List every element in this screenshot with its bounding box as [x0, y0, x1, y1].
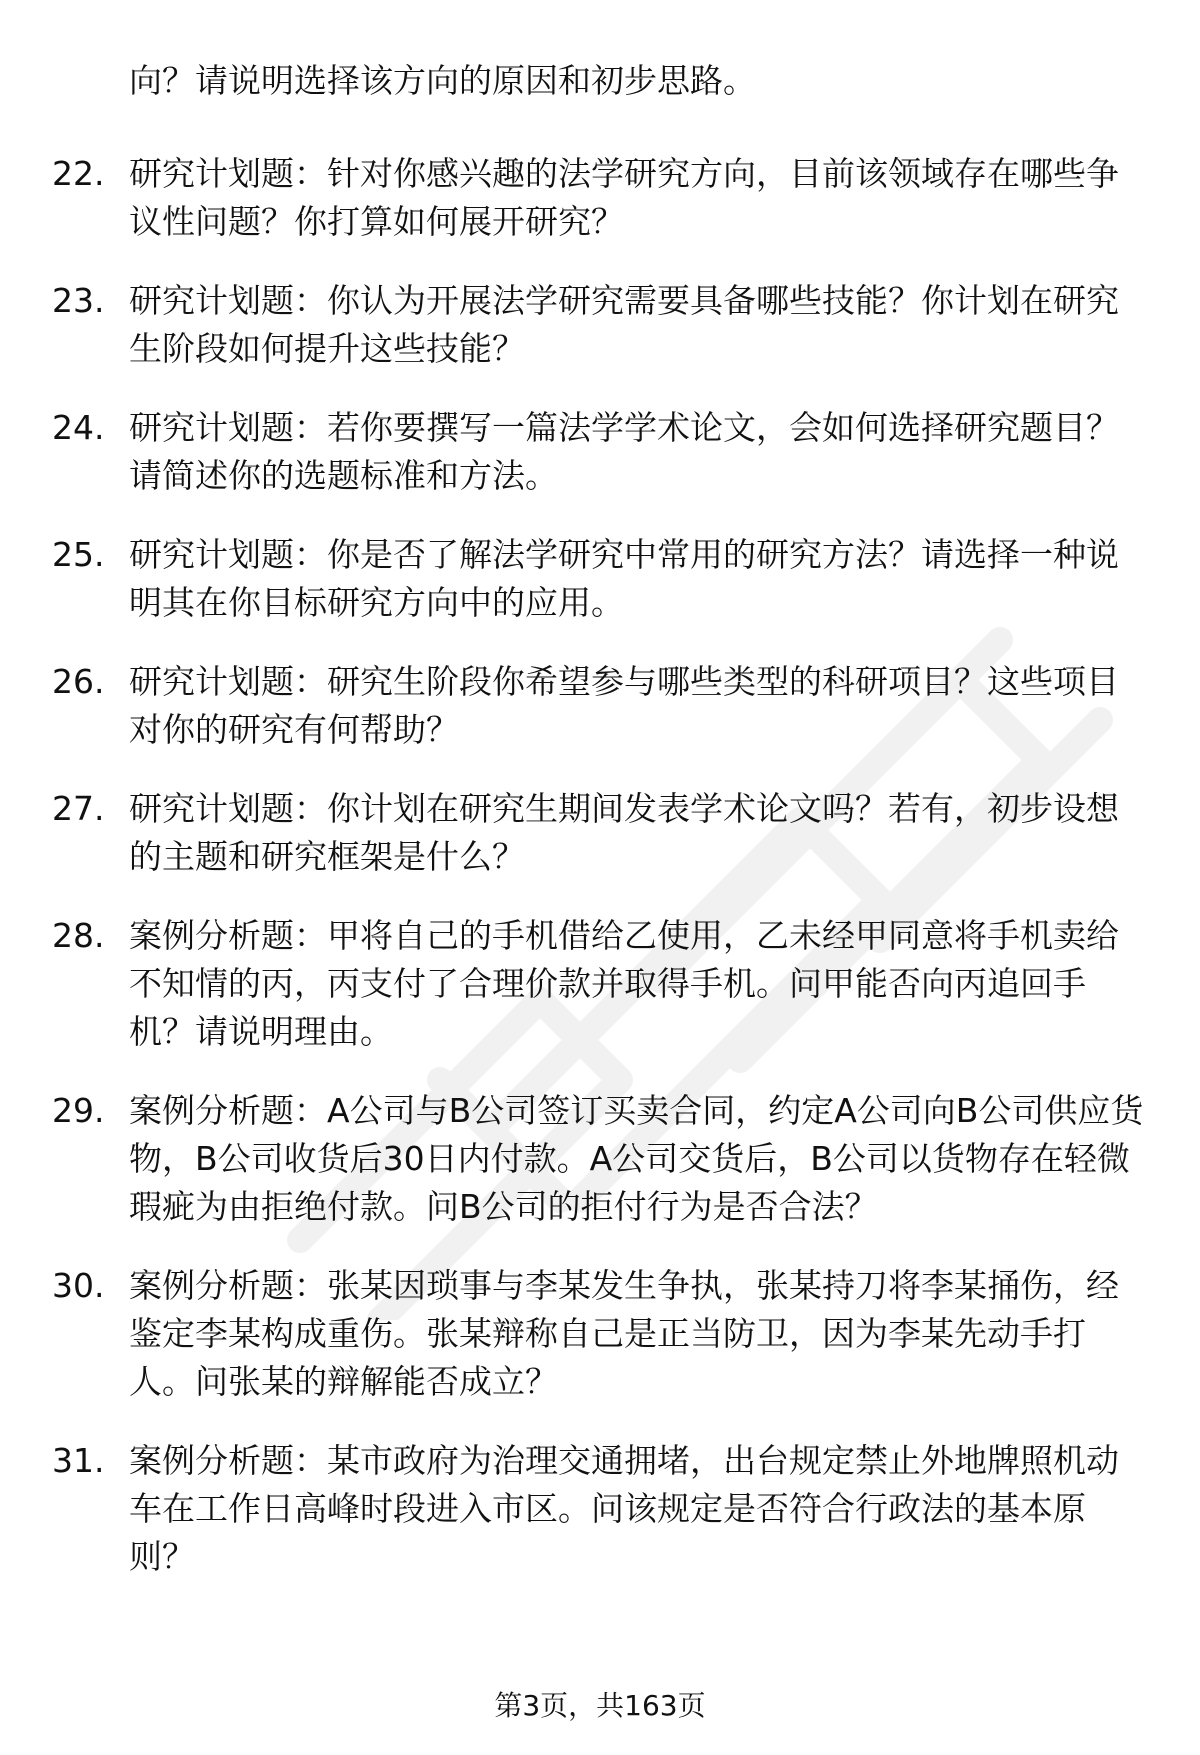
list-item — [0, 277, 1149, 373]
list-item — [0, 150, 1149, 246]
list-item — [0, 1437, 1149, 1581]
question-text: 研究计划题：你认为开展法学研究需要具备哪些技能？你计划在研究生阶段如何提升这些技能？ — [129, 281, 1119, 368]
list-item — [0, 785, 1149, 881]
list-item — [0, 531, 1149, 627]
list-item — [0, 404, 1149, 500]
question-text: 研究计划题：你是否了解法学研究中常用的研究方法？请选择一种说明其在你目标研究方向中的应用。 — [129, 535, 1119, 622]
question-number: 29. — [52, 1091, 105, 1130]
question-text: 研究计划题：若你要撰写一篇法学学术论文，会如何选择研究题目？请简述你的选题标准和方法。 — [129, 408, 1119, 495]
question-number: 31. — [52, 1441, 105, 1480]
question-text: 研究计划题：针对你感兴趣的法学研究方向，目前该领域存在哪些争议性问题？你打算如何展开研究？ — [129, 154, 1119, 241]
page-footer — [0, 1686, 1200, 1726]
question-number: 26. — [52, 662, 105, 701]
question-text: 案例分析题：A公司与B公司签订买卖合同，约定A公司向B公司供应货物，B公司收货后30日内付款。A公司交货后，B公司以货物存在轻微瑕疵为由拒绝付款。问B公司的拒付行为是否合法？ — [129, 1091, 1144, 1226]
question-text: 案例分析题：某市政府为治理交通拥堵，出台规定禁止外地牌照机动车在工作日高峰时段进入市区。问该规定是否符合行政法的基本原则？ — [129, 1441, 1119, 1576]
question-number: 23. — [52, 281, 105, 320]
list-item — [0, 1087, 1149, 1231]
question-number: 25. — [52, 535, 105, 574]
list-item — [0, 658, 1149, 754]
list-item — [0, 1262, 1149, 1406]
question-number: 27. — [52, 789, 105, 828]
list-item — [0, 912, 1149, 1056]
question-number: 24. — [52, 408, 105, 447]
question-number: 28. — [52, 916, 105, 955]
page-number-label: 第3页，共163页 — [494, 1689, 706, 1722]
question-list — [0, 150, 1200, 1612]
question-number: 30. — [52, 1266, 105, 1305]
question-text: 研究计划题：研究生阶段你希望参与哪些类型的科研项目？这些项目对你的研究有何帮助？ — [129, 662, 1119, 749]
continuation-text: 向？请说明选择该方向的原因和初步思路。 — [129, 61, 756, 100]
question-text: 研究计划题：你计划在研究生期间发表学术论文吗？若有，初步设想的主题和研究框架是什么？ — [129, 789, 1119, 876]
question-text: 案例分析题：张某因琐事与李某发生争执，张某持刀将李某捅伤，经鉴定李某构成重伤。张某辩称自己是正当防卫，因为李某先动手打人。问张某的辩解能否成立？ — [129, 1266, 1119, 1401]
question-number: 22. — [52, 154, 105, 193]
question-text: 案例分析题：甲将自己的手机借给乙使用，乙未经甲同意将手机卖给不知情的丙，丙支付了合理价款并取得手机。问甲能否向丙追回手机？请说明理由。 — [129, 916, 1119, 1051]
